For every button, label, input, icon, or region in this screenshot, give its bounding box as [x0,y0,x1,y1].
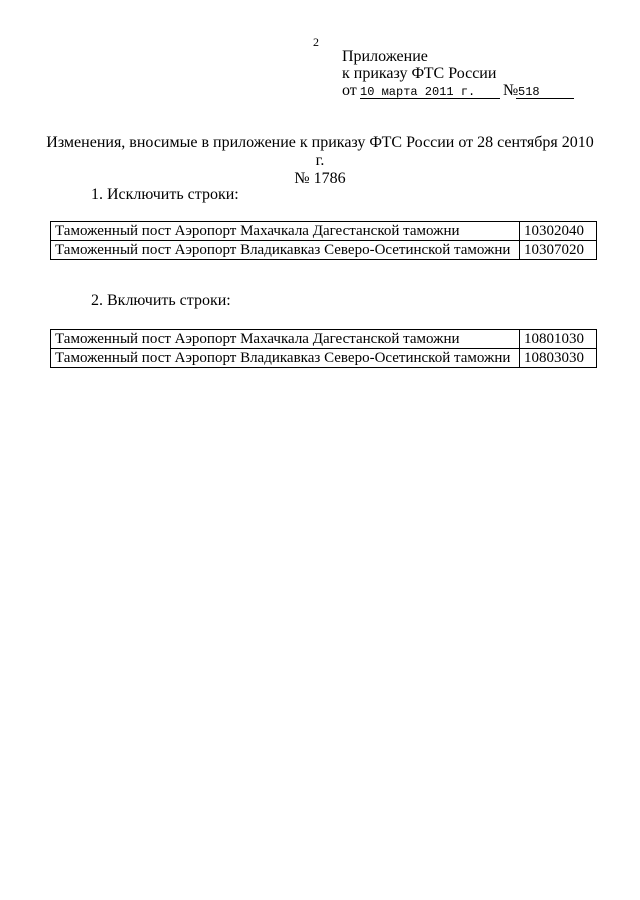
order-date-number-line [342,82,540,99]
exclude-table [50,221,597,260]
post-name-cell: Таможенный пост Аэропорт Владикавказ Северо-Осетинской таможни [51,241,520,260]
document-title [40,134,600,188]
date-prefix: от [342,82,357,99]
post-code-cell: 10307020 [520,241,597,260]
post-name-cell: Таможенный пост Аэропорт Владикавказ Северо-Осетинской таможни [51,349,520,368]
date-underline [360,98,500,99]
post-code-cell: 10801030 [520,330,597,349]
page-number: 2 [313,35,319,49]
post-name-cell: Таможенный пост Аэропорт Махачкала Дагестанской таможни [51,222,520,241]
section-include-heading: 2. Включить строки: [91,292,231,309]
title-line-2: № 1786 [294,170,346,187]
number-sign: № [503,82,519,99]
number-underline [516,98,574,99]
attachment-label: Приложение [342,48,428,65]
order-number: 518 [518,85,540,99]
table-row [51,241,597,260]
section-exclude-heading: 1. Исключить строки: [91,186,239,203]
title-line-1: Изменения, вносимые в приложение к приказу ФТС России от 28 сентября 2010 г. [46,134,594,169]
attachment-header [342,48,540,99]
table-row [51,349,597,368]
include-table [50,329,597,368]
post-name-cell: Таможенный пост Аэропорт Махачкала Дагестанской таможни [51,330,520,349]
order-reference: к приказу ФТС России [342,65,497,82]
post-code-cell: 10803030 [520,349,597,368]
table-row [51,222,597,241]
post-code-cell: 10302040 [520,222,597,241]
table-row [51,330,597,349]
order-date: 10 марта 2011 г. [360,85,476,99]
